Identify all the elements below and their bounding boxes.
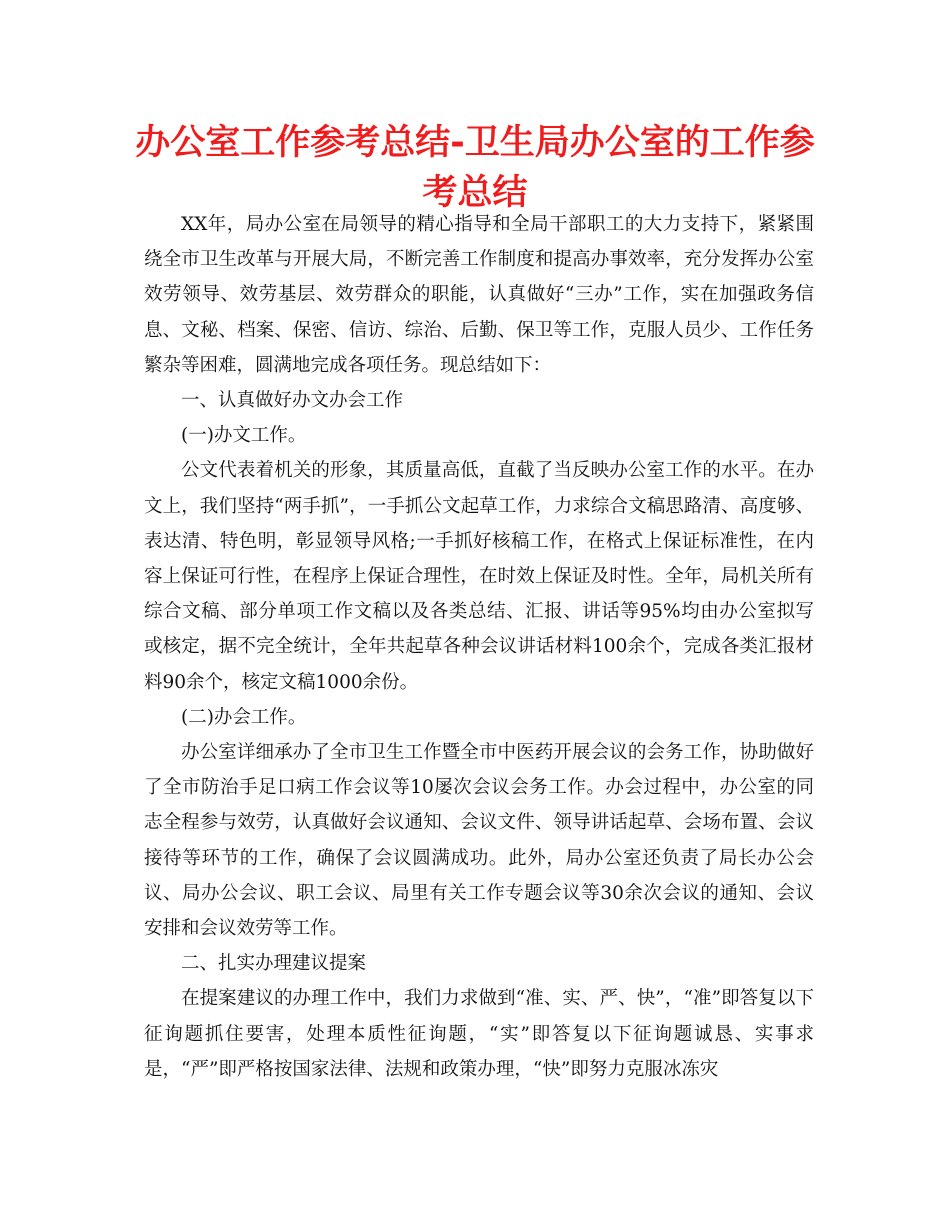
paragraph-proposals: 在提案建议的办理工作中，我们力求做到“准、实、严、快”，“准”即答复以下征询题抓住要害，处理本质性征询题，“实”即答复以下征询题诚恳、实事求是，“严”即严格按国家法律、法规和政策办理，“快”即努力克服冰冻灾 (144, 988, 814, 1080)
section-heading-2: 二、扎实办理建议提案 (181, 953, 367, 975)
subsection-heading-document-work: (一)办文工作。 (181, 425, 307, 447)
paragraph-document-work: 公文代表着机关的形象，其质量高低，直截了当反映办公室工作的水平。在办文上，我们坚持“两手抓”，一手抓公文起草工作，力求综合文稿思路清、高度够、表达清、特色明，彰显领导风格;一手抓好核稿工作，在格式上保证标准性，在内容上保证可行性，在程序上保证合理性，在时效上保证及时性。全年，局机关所有综合文稿、部分单项工作文稿以及各类总结、汇报、讲话等95%均由办公室拟写或核定，据不完全统计，全年共起草各种会议讲话材料100余个，完成各类汇报材料90余个，核定文稿1000余份。 (144, 460, 814, 693)
document-body (144, 207, 814, 1087)
document-title: 办公室工作参考总结-卫生局办公室的工作参考总结 (135, 123, 815, 213)
section-heading-1: 一、认真做好办文办会工作 (181, 390, 404, 412)
paragraph-intro: XX年，局办公室在局领导的精心指导和全局干部职工的大力支持下，紧紧围绕全市卫生改革与开展大局，不断完善工作制度和提高办事效率，充分发挥办公室效劳领导、效劳基层、效劳群众的职能，认真做好“三办”工作，实在加强政务信息、文秘、档案、保密、信访、综治、后勤、保卫等工作，克服人员少、工作任务繁杂等困难，圆满地完成各项任务。现总结如下： (144, 214, 814, 376)
paragraph-meeting-work: 办公室详细承办了全市卫生工作暨全市中医药开展会议的会务工作，协助做好了全市防治手足口病工作会议等10屡次会议会务工作。办会过程中，办公室的同志全程参与效劳，认真做好会议通知、会议文件、领导讲话起草、会场布置、会议接待等环节的工作，确保了会议圆满成功。此外，局办公室还负责了局长办公会议、局办公会议、职工会议、局里有关工作专题会议等30余次会议的通知、会议安排和会议效劳等工作。 (144, 742, 814, 940)
subsection-heading-meeting-work: (二)办会工作。 (181, 706, 307, 728)
